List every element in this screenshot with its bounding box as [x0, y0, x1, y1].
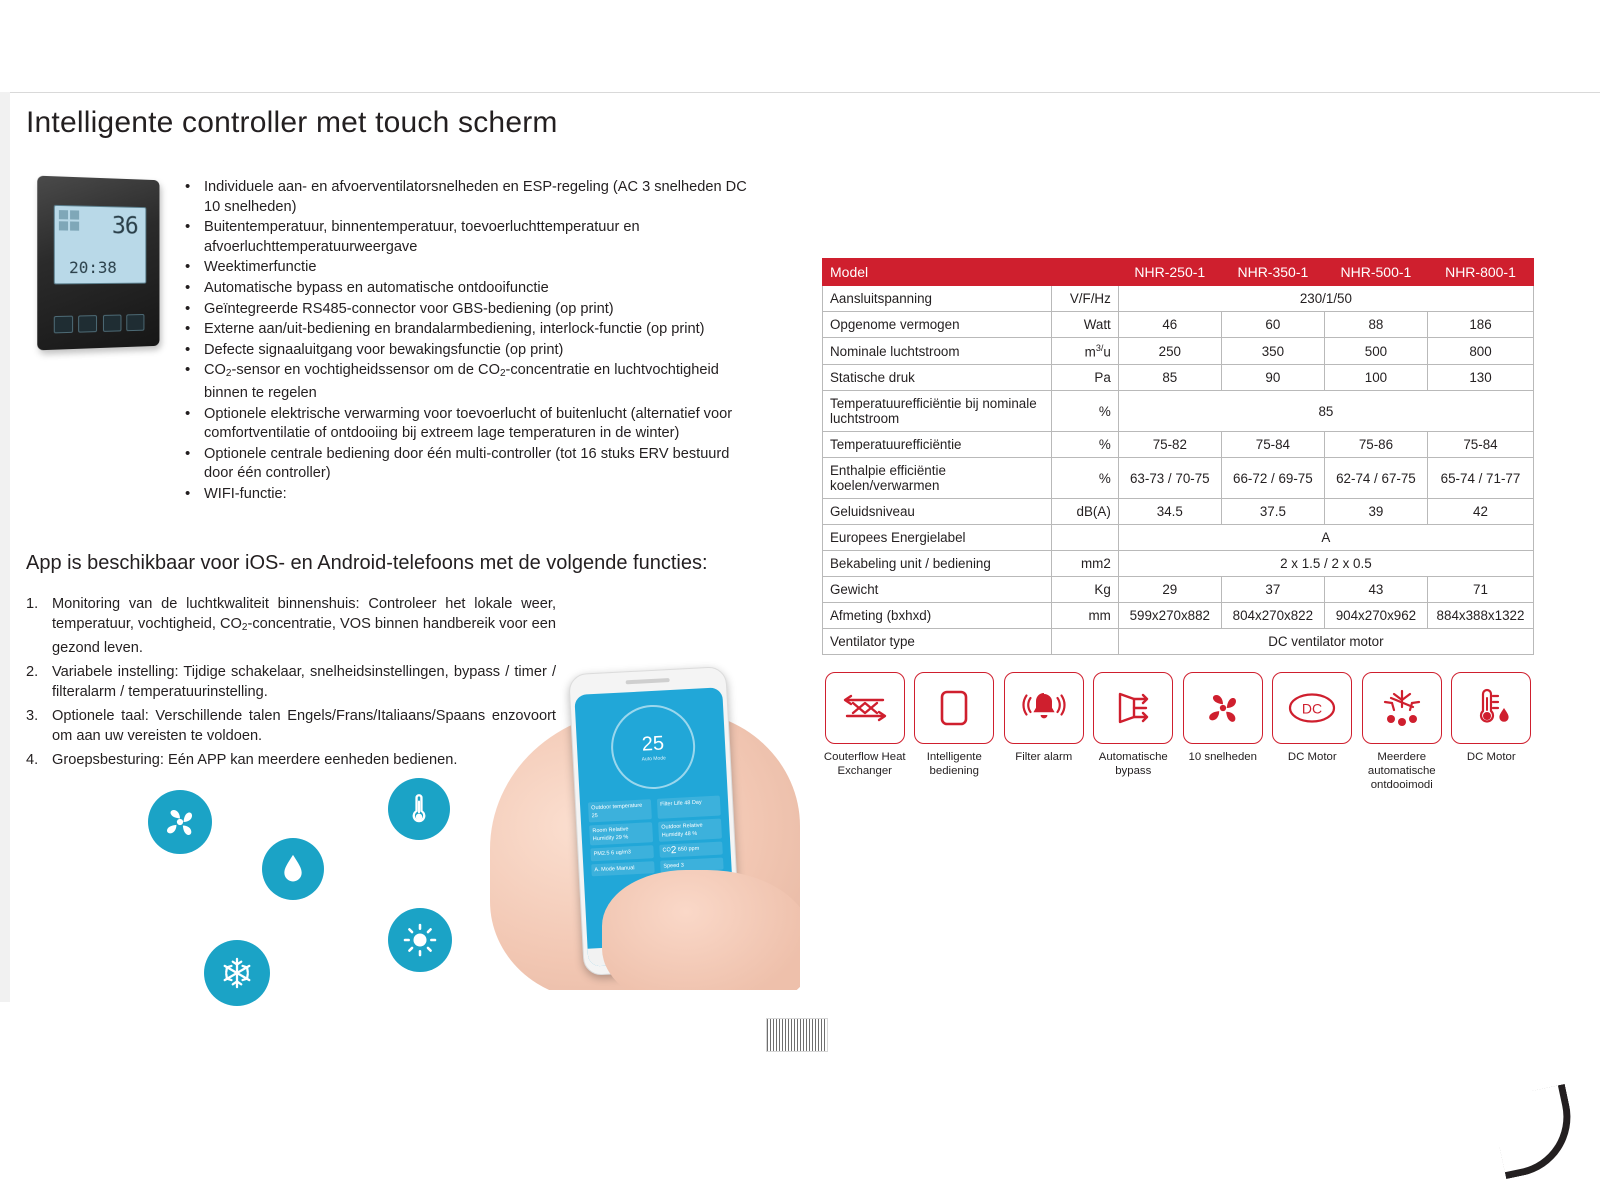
row-value: 186	[1427, 312, 1533, 338]
phone-speaker	[626, 678, 670, 684]
feature-caption: Couterflow Heat Exchanger	[823, 751, 906, 777]
list-item: • $CO_2$-sensor en vochtigheidssensor om de $CO_2$-concentratie en luchtvochtigheid binnen te regelen	[182, 361, 762, 403]
row-value: 34.5	[1118, 499, 1221, 525]
snowflake-icon	[204, 940, 270, 1006]
row-value: 100	[1324, 365, 1427, 391]
table-header-row	[823, 259, 1534, 286]
row-value: 88	[1324, 312, 1427, 338]
hand-image-lower	[602, 870, 800, 990]
row-label: Temperatuurefficiëntie	[823, 432, 1052, 458]
row-value-span: A	[1118, 525, 1533, 551]
table-row	[823, 458, 1534, 499]
row-value-span: 2 x 1.5 / 2 x 0.5	[1118, 551, 1533, 577]
table-row	[823, 551, 1534, 577]
row-unit	[1052, 629, 1118, 655]
controller-status-icons	[59, 210, 79, 231]
table-header-nhr-350: NHR-350-1	[1221, 259, 1324, 286]
row-value-span: 85	[1118, 391, 1533, 432]
dc-motor-thermometer-icon	[1451, 672, 1531, 744]
phone-photo	[490, 660, 800, 990]
feature-dc-motor-thermometer	[1447, 672, 1537, 792]
list-item	[26, 594, 556, 658]
list-item-text: Monitoring van de luchtkwaliteit binnenshuis: Controleer het lokale weer, temperatuur, vochtigheid, $CO_2$-concentratie, VOS binnen handbereik voor een gezond leven.	[52, 596, 556, 656]
list-item	[26, 750, 556, 770]
feature-icon-strip	[820, 672, 1536, 792]
thermometer-icon	[388, 778, 450, 840]
table-header-nhr-250: NHR-250-1	[1118, 259, 1221, 286]
table-row	[823, 365, 1534, 391]
dial-caption: Auto Mode	[641, 754, 666, 763]
list-item: • Optionele centrale bediening door één multi-controller (tot 16 stuks ERV bestuurd door één controller)	[182, 445, 762, 484]
row-label: Enthalpie efficiëntie koelen/verwarmen	[823, 458, 1052, 499]
list-item: Filter Life 48 Day	[657, 796, 721, 819]
row-value: 904x270x962	[1324, 603, 1427, 629]
row-unit: $m^{3/}u$	[1052, 338, 1118, 365]
list-item: Outdoor Relative Humidity 48 %	[658, 819, 722, 842]
table-row	[823, 525, 1534, 551]
ten-speeds-fan-icon	[1183, 672, 1263, 744]
table-header-nhr-500: NHR-500-1	[1324, 259, 1427, 286]
row-label: Afmeting (bxhxd)	[823, 603, 1052, 629]
feature-intelligent-control	[910, 672, 1000, 792]
row-unit: Pa	[1052, 365, 1118, 391]
controller-button-1[interactable]	[54, 316, 73, 334]
top-band	[0, 0, 1600, 93]
multiple-defrost-modes-icon	[1362, 672, 1442, 744]
row-unit	[1052, 525, 1118, 551]
controller-button-4[interactable]	[126, 314, 144, 331]
feature-caption: Intelligente bediening	[926, 751, 982, 777]
left-strip	[0, 92, 10, 1002]
row-value: 85	[1118, 365, 1221, 391]
table-row	[823, 577, 1534, 603]
dial-value: 25	[641, 731, 665, 756]
page-title: Intelligente controller met touch scherm	[26, 106, 558, 139]
row-value: 75-84	[1221, 432, 1324, 458]
list-item: • Optionele elektrische verwarming voor toevoerlucht of buitenlucht (alternatief voor comfortventilatie of ontdooiing bij extreem lage temperaturen in de winter)	[182, 405, 762, 444]
row-label: Gewicht	[823, 577, 1052, 603]
row-unit: %	[1052, 391, 1118, 432]
table-row	[823, 499, 1534, 525]
table-row	[823, 391, 1534, 432]
table-row	[823, 312, 1534, 338]
table-row	[823, 338, 1534, 365]
row-value: 75-84	[1427, 432, 1533, 458]
list-item-text: Variabele instelling: Tijdige schakelaar, snelheidsinstellingen, bypass / timer / filteralarm / temperatuurinstelling.	[52, 664, 556, 700]
fan-icon	[148, 790, 212, 854]
controller-button-2[interactable]	[78, 315, 97, 333]
row-label: Ventilator type	[823, 629, 1052, 655]
list-item: • Buitentemperatuur, binnentemperatuur, toevoerluchttemperatuur en afvoerluchttemperatuurweergave	[182, 218, 762, 257]
app-feature-list	[26, 594, 556, 774]
list-item-number: 1.	[26, 596, 39, 612]
list-item: Outdoor temperature 25	[588, 799, 652, 822]
row-unit: mm2	[1052, 551, 1118, 577]
row-value: 37.5	[1221, 499, 1324, 525]
row-value: 37	[1221, 577, 1324, 603]
list-item: • WIFI-functie:	[182, 485, 762, 505]
table-header-model: Model	[823, 259, 1119, 286]
row-value: 250	[1118, 338, 1221, 365]
controller-clock-value: 20:38	[69, 257, 117, 278]
temperature-dial	[609, 703, 697, 791]
row-value: 39	[1324, 499, 1427, 525]
row-value: 75-82	[1118, 432, 1221, 458]
feature-multiple-defrost-modes	[1357, 672, 1447, 792]
row-value: 599x270x882	[1118, 603, 1221, 629]
app-section-subtitle: App is beschikbaar voor iOS- en Android-telefoons met de volgende functies:	[26, 552, 708, 574]
feature-bullet-list	[182, 178, 762, 506]
controller-button-row[interactable]	[54, 314, 145, 333]
feature-caption: DC Motor	[1466, 751, 1516, 763]
drop-icon	[262, 838, 324, 900]
dc-motor-icon	[1272, 672, 1352, 744]
brand-swoosh-mark	[1489, 1084, 1581, 1179]
row-value: 884x388x1322	[1427, 603, 1533, 629]
row-value: 350	[1221, 338, 1324, 365]
row-unit: %	[1052, 458, 1118, 499]
list-item	[26, 662, 556, 702]
row-value: 60	[1221, 312, 1324, 338]
controller-button-3[interactable]	[103, 315, 122, 332]
row-value: 71	[1427, 577, 1533, 603]
row-value: 804x270x822	[1221, 603, 1324, 629]
svg-text:DC: DC	[1302, 700, 1323, 717]
table-row	[823, 286, 1534, 312]
row-value: 75-86	[1324, 432, 1427, 458]
table-header-nhr-800: NHR-800-1	[1427, 259, 1533, 286]
feature-caption: DC Motor	[1287, 751, 1337, 763]
filter-alarm-bell-icon	[1004, 672, 1084, 744]
list-item: PM2.5 6 ug/m3	[590, 845, 654, 861]
touch-controller-image	[37, 176, 159, 351]
list-item: $CO_2$ 650 ppm	[659, 842, 723, 858]
row-label: Europees Energielabel	[823, 525, 1052, 551]
list-item-text: Groepsbesturing: Eén APP kan meerdere eenheden bedienen.	[52, 752, 458, 768]
feature-ten-speeds	[1178, 672, 1268, 792]
counterflow-heat-exchanger-icon	[825, 672, 905, 744]
feature-caption: Automatische bypass	[1098, 751, 1168, 777]
list-item-text: Optionele taal: Verschillende talen Engels/Frans/Italiaans/Spaans enzovoort om aan uw vereisten te voldoen.	[52, 708, 556, 744]
list-item: Room Relative Humidity 29 %	[589, 822, 653, 845]
controller-temperature-value: 36	[111, 211, 138, 240]
row-label: Geluidsniveau	[823, 499, 1052, 525]
row-value: 63-73 / 70-75	[1118, 458, 1221, 499]
row-value: 46	[1118, 312, 1221, 338]
row-unit: Watt	[1052, 312, 1118, 338]
row-value: 130	[1427, 365, 1533, 391]
table-row	[823, 603, 1534, 629]
list-item-number: 3.	[26, 708, 39, 724]
row-value: 66-72 / 69-75	[1221, 458, 1324, 499]
phone-stat-rows	[588, 796, 724, 877]
row-label: Statische druk	[823, 365, 1052, 391]
table-row	[823, 629, 1534, 655]
row-unit: dB(A)	[1052, 499, 1118, 525]
row-unit: %	[1052, 432, 1118, 458]
row-label: Bekabeling unit / bediening	[823, 551, 1052, 577]
feature-automatic-bypass	[1089, 672, 1179, 792]
row-label: Opgenome vermogen	[823, 312, 1052, 338]
row-value: 43	[1324, 577, 1427, 603]
specification-table	[822, 258, 1534, 655]
list-item: • Individuele aan- en afvoerventilatorsnelheden en ESP-regeling (AC 3 snelheden DC 10 snelheden)	[182, 178, 762, 217]
feature-filter-alarm	[999, 672, 1089, 792]
list-item: • Defecte signaaluitgang voor bewakingsfunctie (op print)	[182, 341, 762, 361]
row-value: 65-74 / 71-77	[1427, 458, 1533, 499]
row-value: 500	[1324, 338, 1427, 365]
row-value: 42	[1427, 499, 1533, 525]
row-value: 90	[1221, 365, 1324, 391]
feature-caption: Filter alarm	[1015, 751, 1073, 763]
row-value: 62-74 / 67-75	[1324, 458, 1427, 499]
controller-screen	[54, 205, 147, 285]
row-unit: Kg	[1052, 577, 1118, 603]
list-item: A. Mode Manual	[591, 861, 655, 876]
row-value-span: DC ventilator motor	[1118, 629, 1533, 655]
row-unit: mm	[1052, 603, 1118, 629]
intelligent-control-icon	[914, 672, 994, 744]
row-value-span: 230/1/50	[1118, 286, 1533, 312]
list-item: • Automatische bypass en automatische ontdooifunctie	[182, 279, 762, 299]
list-item: • Externe aan/uit-bediening en brandalarmbediening, interlock-functie (op print)	[182, 320, 762, 340]
feature-counterflow-heat-exchanger	[820, 672, 910, 792]
list-item	[26, 706, 556, 746]
list-item: • Geïntegreerde RS485-connector voor GBS-bediening (op print)	[182, 300, 762, 320]
row-label: Nominale luchtstroom	[823, 338, 1052, 365]
row-label: Aansluitspanning	[823, 286, 1052, 312]
automatic-bypass-icon	[1093, 672, 1173, 744]
feature-caption: 10 snelheden	[1188, 751, 1257, 763]
list-item: • Weektimerfunctie	[182, 258, 762, 278]
table-row	[823, 432, 1534, 458]
row-value: 29	[1118, 577, 1221, 603]
barcode-image	[766, 1018, 828, 1052]
list-item: Speed 3	[660, 857, 724, 872]
row-value: 800	[1427, 338, 1533, 365]
row-label: Temperatuurefficiëntie bij nominale luchtstroom	[823, 391, 1052, 432]
row-unit: V/F/Hz	[1052, 286, 1118, 312]
list-item-number: 2.	[26, 664, 39, 680]
feature-dc-motor	[1268, 672, 1358, 792]
sun-icon	[388, 908, 452, 972]
list-item-number: 4.	[26, 752, 39, 768]
feature-caption: Meerdere automatische ontdooimodi	[1367, 751, 1436, 791]
